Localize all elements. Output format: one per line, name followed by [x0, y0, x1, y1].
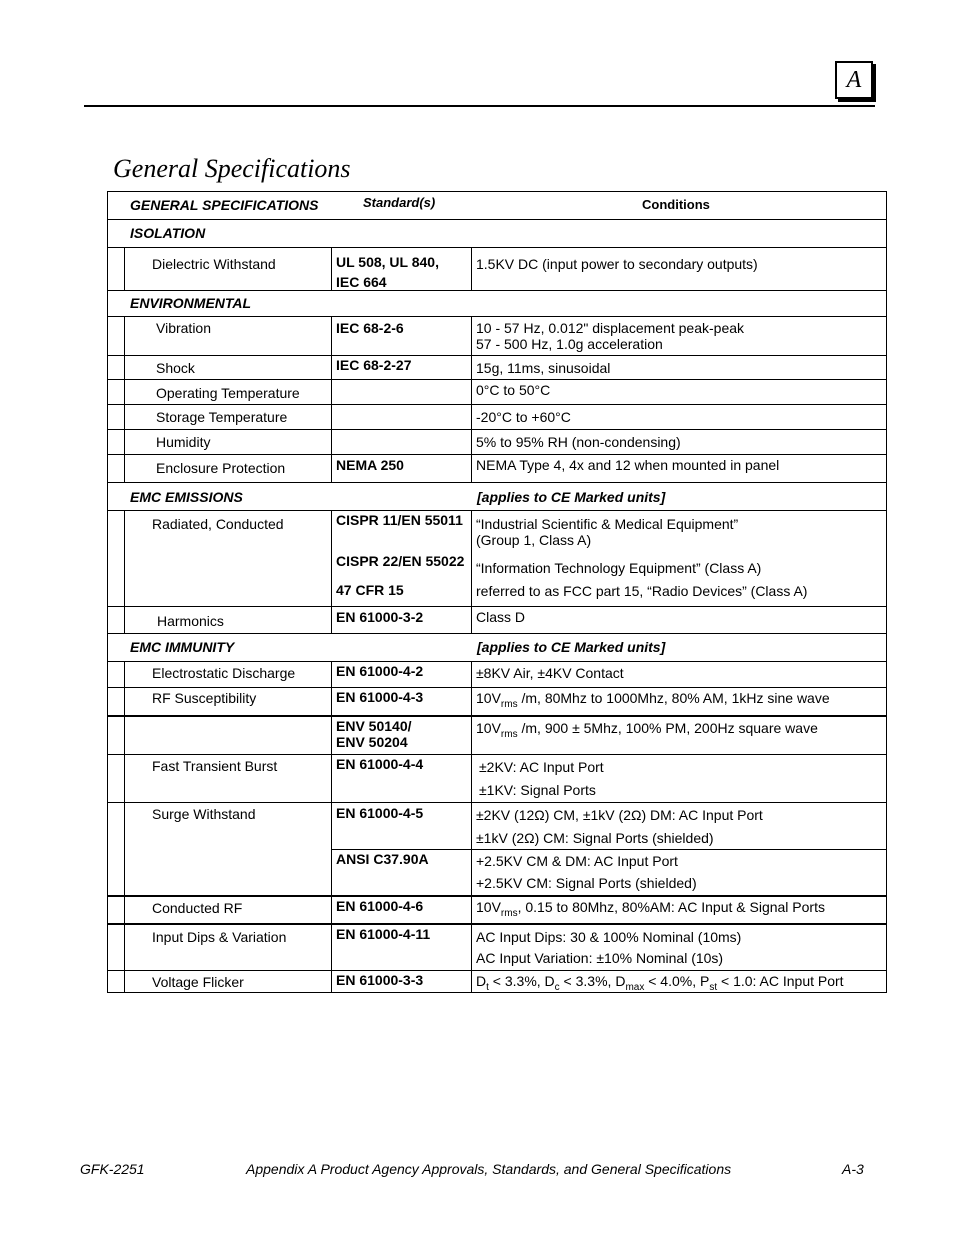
spec-condition: ±2KV: AC Input Port	[479, 759, 604, 775]
spec-name: Surge Withstand	[152, 806, 256, 822]
col-header-standards: Standard(s)	[363, 195, 436, 210]
spec-condition: AC Input Dips: 30 & 100% Nominal (10ms)	[476, 929, 742, 945]
table-row	[108, 923, 886, 970]
spec-condition: (Group 1, Class A)	[476, 532, 592, 548]
spec-name: Voltage Flicker	[152, 974, 244, 990]
spec-standard: EN 61000-3-2	[336, 609, 424, 625]
spec-condition: $10V_{rms}$ /m, 80Mhz to 1000Mhz, 80% AM, 1kHz sine wave	[476, 690, 830, 710]
table-row	[108, 661, 886, 687]
table-row	[108, 355, 886, 379]
spec-standard: EN 61000-4-6	[336, 898, 424, 914]
table-header-row	[108, 192, 886, 219]
appendix-tab: A	[835, 61, 873, 99]
spec-condition: 0°C to 50°C	[476, 382, 551, 398]
spec-name: Radiated, Conducted	[152, 516, 284, 532]
spec-condition: 5% to 95% RH (non-condensing)	[476, 434, 681, 450]
spec-standard: IEC 68-2-6	[336, 320, 404, 336]
specifications-table	[107, 191, 887, 993]
section-title-environmental: ENVIRONMENTAL	[130, 295, 252, 311]
spec-name: Vibration	[156, 320, 212, 336]
spec-condition: “Information Technology Equipment” (Class A)	[476, 560, 762, 576]
section-title-emc-immunity: EMC IMMUNITY	[130, 639, 235, 655]
table-row	[108, 802, 886, 895]
section-row-environmental	[108, 290, 886, 316]
spec-name: RF Susceptibility	[152, 690, 257, 706]
spec-name: Shock	[156, 360, 195, 376]
spec-condition: 57 - 500 Hz, 1.0g acceleration	[476, 336, 663, 352]
spec-name: Harmonics	[157, 613, 224, 629]
spec-condition: Class D	[476, 609, 526, 625]
spec-name: Input Dips & Variation	[152, 929, 287, 945]
spec-condition: $D_t < 3.3\%$, $D_c < 3.3\%$, $D_{max} < 4.0\%$, $P_{st} < 1.0$: AC Input Port	[476, 973, 844, 993]
footer-center-title: Appendix A Product Agency Approvals, Standards, and General Specifications	[246, 1161, 732, 1177]
table-row	[108, 316, 886, 355]
table-row	[108, 454, 886, 482]
spec-name: Electrostatic Discharge	[152, 665, 296, 681]
section-note: [applies to CE Marked units]	[477, 489, 666, 505]
spec-name: Operating Temperature	[156, 385, 300, 401]
table-row	[108, 687, 886, 715]
spec-condition: 15g, 11ms, sinusoidal	[476, 360, 611, 376]
spec-standard: 47 CFR 15	[336, 582, 404, 598]
spec-standard: ANSI C37.90A	[336, 851, 429, 867]
spec-condition: “Industrial Scientific & Medical Equipment”	[476, 516, 739, 532]
header-rule	[84, 105, 875, 107]
spec-condition: referred to as FCC part 15, “Radio Devices” (Class A)	[476, 583, 808, 599]
spec-name: Enclosure Protection	[156, 460, 286, 476]
spec-condition: $10V_{rms}$ /m, 900 ± 5Mhz, 100% PM, 200Hz square wave	[476, 720, 818, 740]
section-row-emc-emissions	[108, 482, 886, 510]
section-row-emc-immunity	[108, 633, 886, 661]
spec-standard: EN 61000-3-3	[336, 972, 424, 988]
table-row	[108, 895, 886, 923]
spec-condition: $10V_{rms}$, 0.15 to 80Mhz, 80%AM: AC Input & Signal Ports	[476, 899, 825, 919]
col-header-conditions: Conditions	[642, 197, 710, 212]
spec-standard: IEC 68-2-27	[336, 357, 412, 373]
footer-doc-id: GFK-2251	[80, 1161, 145, 1177]
spec-standard: EN 61000-4-5	[336, 805, 424, 821]
spec-condition: NEMA Type 4, 4x and 12 when mounted in panel	[476, 457, 780, 473]
spec-condition: AC Input Variation: ±10% Nominal (10s)	[476, 950, 724, 966]
spec-standard: EN 61000-4-2	[336, 663, 424, 679]
spec-name: Conducted RF	[152, 900, 243, 916]
table-row	[108, 715, 886, 754]
spec-standard: EN 61000-4-11	[336, 926, 431, 942]
spec-condition: +2.5KV CM: Signal Ports (shielded)	[476, 875, 697, 891]
spec-standard: UL 508, UL 840,	[336, 254, 439, 270]
col-header-general: GENERAL SPECIFICATIONS	[130, 197, 319, 213]
spec-standard: ENV 50140/	[336, 718, 412, 734]
spec-standard: ENV 50204	[336, 734, 408, 750]
table-row	[108, 247, 886, 290]
spec-standard: IEC 664	[336, 274, 387, 290]
table-row	[108, 754, 886, 802]
section-title-isolation: ISOLATION	[130, 225, 206, 241]
spec-name: Humidity	[156, 434, 211, 450]
table-row	[108, 606, 886, 633]
spec-standard: CISPR 22/EN 55022	[336, 553, 465, 569]
spec-standard: EN 61000-4-3	[336, 689, 424, 705]
section-row-isolation	[108, 219, 886, 247]
spec-standard: EN 61000-4-4	[336, 756, 424, 772]
section-title-emc-emissions: EMC EMISSIONS	[130, 489, 243, 505]
spec-condition: ±8KV Air, ±4KV Contact	[476, 665, 624, 681]
spec-name: Storage Temperature	[156, 409, 288, 425]
section-note: [applies to CE Marked units]	[477, 639, 666, 655]
footer-page-number: A-3	[842, 1161, 864, 1177]
spec-condition: 10 - 57 Hz, 0.012" displacement peak-peak	[476, 320, 745, 336]
table-row	[108, 510, 886, 606]
table-row	[108, 429, 886, 454]
spec-condition: 1.5KV DC (input power to secondary outputs)	[476, 256, 758, 272]
spec-standard: NEMA 250	[336, 457, 404, 473]
spec-name: Fast Transient Burst	[152, 758, 278, 774]
spec-condition: ±2KV (12Ω) CM, ±1kV (2Ω) DM: AC Input Port	[476, 807, 763, 823]
spec-condition: ±1KV: Signal Ports	[479, 782, 596, 798]
table-row	[108, 404, 886, 429]
table-row	[108, 379, 886, 404]
spec-condition: +2.5KV CM & DM: AC Input Port	[476, 853, 678, 869]
spec-standard: CISPR 11/EN 55011	[336, 512, 463, 528]
spec-name: Dielectric Withstand	[152, 256, 276, 272]
page-title: General Specifications	[113, 154, 351, 183]
spec-condition: ±1kV (2Ω) CM: Signal Ports (shielded)	[476, 830, 714, 846]
table-row	[108, 970, 886, 992]
spec-condition: -20°C to +60°C	[476, 409, 571, 425]
